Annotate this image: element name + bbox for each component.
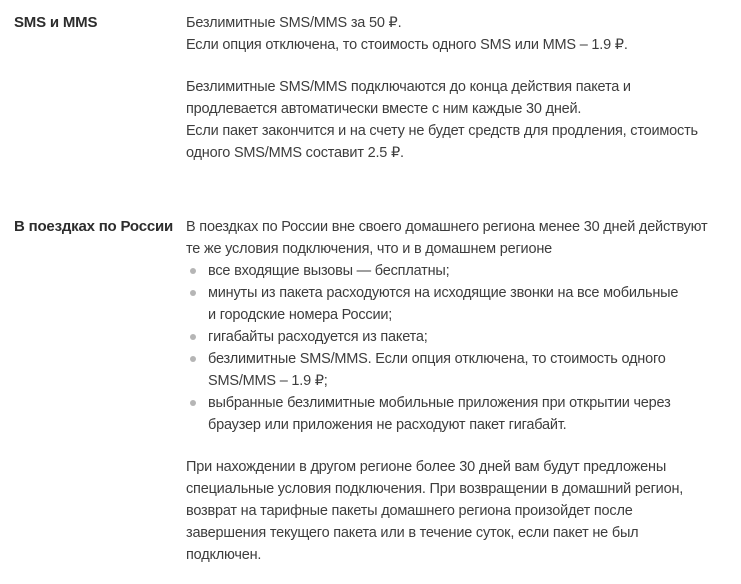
list-item: [186, 348, 741, 392]
text-line: браузер или приложения не расходуют пакет гигабайт.: [208, 417, 567, 433]
text-line: SMS/MMS – 1.9 ₽;: [208, 373, 328, 389]
text-line: продлевается автоматически вместе с ним каждые 30 дней.: [186, 101, 582, 117]
list-item: [186, 392, 741, 436]
text-line: те же условия подключения, что и в домашнем регионе: [186, 241, 552, 257]
text-line: подключен.: [186, 547, 262, 563]
text-line: выбранные безлимитные мобильные приложения при открытии через: [208, 395, 671, 411]
bullet-icon: [190, 268, 196, 274]
section-title-travel-russia: В поездках по России: [14, 218, 174, 235]
section-title-sms-mms: SMS и MMS: [14, 14, 98, 31]
bullet-list: [186, 260, 741, 436]
section-content-travel-russia: [186, 216, 741, 566]
list-item: [186, 326, 741, 348]
text-line: безлимитные SMS/MMS. Если опция отключена, то стоимость одного: [208, 351, 666, 367]
text-line: завершения текущего пакета или в течение суток, если пакет не был: [186, 525, 639, 541]
bullet-icon: [190, 400, 196, 406]
text-line: возврат на тарифные пакеты домашнего региона произойдет после: [186, 503, 633, 519]
paragraph: [186, 456, 741, 566]
section-travel-russia: [14, 216, 741, 566]
text-line: Если опция отключена, то стоимость одного SMS или MMS – 1.9 ₽.: [186, 37, 628, 53]
text-line: специальные условия подключения. При возвращении в домашний регион,: [186, 481, 684, 497]
section-label-column: [14, 12, 186, 34]
text-line: минуты из пакета расходуются на исходящие звонки на все мобильные: [208, 285, 679, 301]
bullet-icon: [190, 356, 196, 362]
section-content-sms-mms: [186, 12, 741, 164]
text-line: одного SMS/MMS составит 2.5 ₽.: [186, 145, 404, 161]
list-item: [186, 282, 741, 326]
bullet-text: [208, 326, 741, 348]
text-line: Безлимитные SMS/MMS подключаются до конца действия пакета и: [186, 79, 631, 95]
text-line: гигабайты расходуется из пакета;: [208, 329, 428, 345]
text-line: и городские номера России;: [208, 307, 393, 323]
text-line: Безлимитные SMS/MMS за 50 ₽.: [186, 15, 402, 31]
section-label-column: [14, 216, 186, 238]
section-sms-mms: [14, 12, 741, 164]
list-item: [186, 260, 741, 282]
text-line: все входящие вызовы — бесплатны;: [208, 263, 450, 279]
paragraph: [186, 12, 741, 56]
bullet-icon: [190, 334, 196, 340]
bullet-text: [208, 392, 741, 436]
bullet-icon: [190, 290, 196, 296]
bullet-text: [208, 348, 741, 392]
text-line: Если пакет закончится и на счету не будет средств для продления, стоимость: [186, 123, 698, 139]
paragraph: [186, 76, 741, 164]
paragraph: [186, 216, 741, 260]
bullet-text: [208, 260, 741, 282]
text-line: В поездках по России вне своего домашнего региона менее 30 дней действуют: [186, 219, 708, 235]
text-line: При нахождении в другом регионе более 30 дней вам будут предложены: [186, 459, 667, 475]
bullet-text: [208, 282, 741, 326]
